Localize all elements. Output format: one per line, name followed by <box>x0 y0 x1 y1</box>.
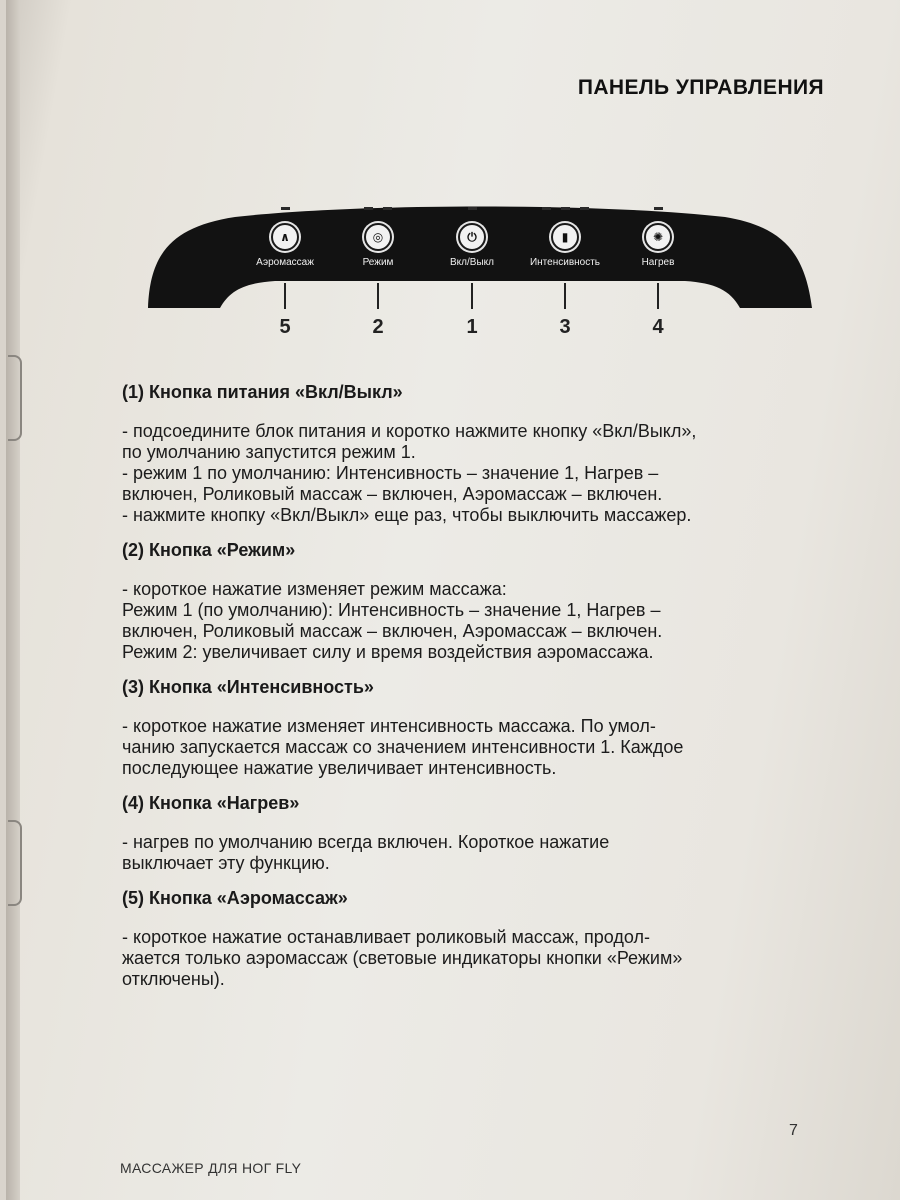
section-text-line: включен, Роликовый массаж – включен, Аэромассаж – включен. <box>122 621 663 641</box>
instructions-body <box>122 382 812 1004</box>
panel-button-heat <box>598 201 718 268</box>
heat-icon: ✺ <box>644 223 672 251</box>
section-text-line: выключает эту функцию. <box>122 853 330 873</box>
indicator-led <box>383 207 392 210</box>
section-text-line: - режим 1 по умолчанию: Интенсивность – значение 1, Нагрев – <box>122 463 659 483</box>
page-number: 7 <box>789 1122 798 1139</box>
page-binding <box>6 0 20 1200</box>
section-text-line: включен, Роликовый массаж – включен, Аэромассаж – включен. <box>122 484 663 504</box>
callout-number: 4 <box>652 316 664 338</box>
section-text-line: отключены). <box>122 969 225 989</box>
callout-number: 1 <box>466 316 478 338</box>
section-text-line: чанию запускается массаж со значением интенсивности 1. Каждое <box>122 737 684 757</box>
callout-number: 2 <box>372 316 384 338</box>
callout-line <box>657 283 659 309</box>
indicator-led <box>654 207 663 210</box>
instruction-section <box>122 677 812 779</box>
section-text-line: - короткое нажатие изменяет интенсивность массажа. По умол- <box>122 716 656 736</box>
callout-line <box>471 283 473 309</box>
staple <box>8 820 22 906</box>
indicator-led <box>468 207 477 210</box>
section-text-line: - короткое нажатие останавливает роликовый массаж, продол- <box>122 927 650 947</box>
callout-line <box>377 283 379 309</box>
instruction-section <box>122 382 812 526</box>
panel-button-label: Режим <box>362 257 394 268</box>
section-heading: (1) Кнопка питания «Вкл/Выкл» <box>122 382 403 402</box>
section-text-line: - нагрев по умолчанию всегда включен. Короткое нажатие <box>122 832 610 852</box>
staple <box>8 355 22 441</box>
indicator-led <box>561 207 570 210</box>
indicator-led <box>542 207 551 210</box>
section-text-line: жается только аэромассаж (световые индикаторы кнопки «Режим» <box>122 948 683 968</box>
section-text-line: по умолчанию запустится режим 1. <box>122 442 416 462</box>
section-text-line: Режим 1 (по умолчанию): Интенсивность – значение 1, Нагрев – <box>122 600 661 620</box>
section-heading: (5) Кнопка «Аэромассаж» <box>122 888 348 908</box>
indicator-led <box>364 207 373 210</box>
callout-line <box>564 283 566 309</box>
panel-button-label: Интенсивность <box>529 257 601 268</box>
section-heading: (3) Кнопка «Интенсивность» <box>122 677 374 697</box>
footer-product-name: МАССАЖЕР ДЛЯ НОГ FLY <box>120 1160 302 1176</box>
panel-button-label: Нагрев <box>641 257 675 268</box>
indicator-led <box>281 207 290 210</box>
callout-number: 5 <box>279 316 291 338</box>
power-icon: ⏻ <box>458 223 486 251</box>
indicator-leds <box>598 201 718 215</box>
section-text-line: Режим 2: увеличивает силу и время воздействия аэромассажа. <box>122 642 654 662</box>
callout-line <box>284 283 286 309</box>
section-heading: (2) Кнопка «Режим» <box>122 540 296 560</box>
section-text-line: - подсоедините блок питания и коротко нажмите кнопку «Вкл/Выкл», <box>122 421 697 441</box>
callout-number: 3 <box>559 316 571 338</box>
instruction-section <box>122 540 812 663</box>
indicator-led <box>580 207 589 210</box>
section-heading: (4) Кнопка «Нагрев» <box>122 793 300 813</box>
instruction-section <box>122 793 812 874</box>
page-title: ПАНЕЛЬ УПРАВЛЕНИЯ <box>577 76 824 99</box>
section-text-line: - нажмите кнопку «Вкл/Выкл» еще раз, чтобы выключить массажер. <box>122 505 692 525</box>
section-text-line: последующее нажатие увеличивает интенсивность. <box>122 758 557 778</box>
aeromassage-icon: ∧ <box>271 223 299 251</box>
panel-button-label: Аэромассаж <box>256 257 314 268</box>
panel-button-label: Вкл/Выкл <box>450 257 494 268</box>
section-text-line: - короткое нажатие изменяет режим массажа: <box>122 579 507 599</box>
instruction-section <box>122 888 812 990</box>
mode-icon: ◎ <box>364 223 392 251</box>
intensity-icon: ▮ <box>551 223 579 251</box>
